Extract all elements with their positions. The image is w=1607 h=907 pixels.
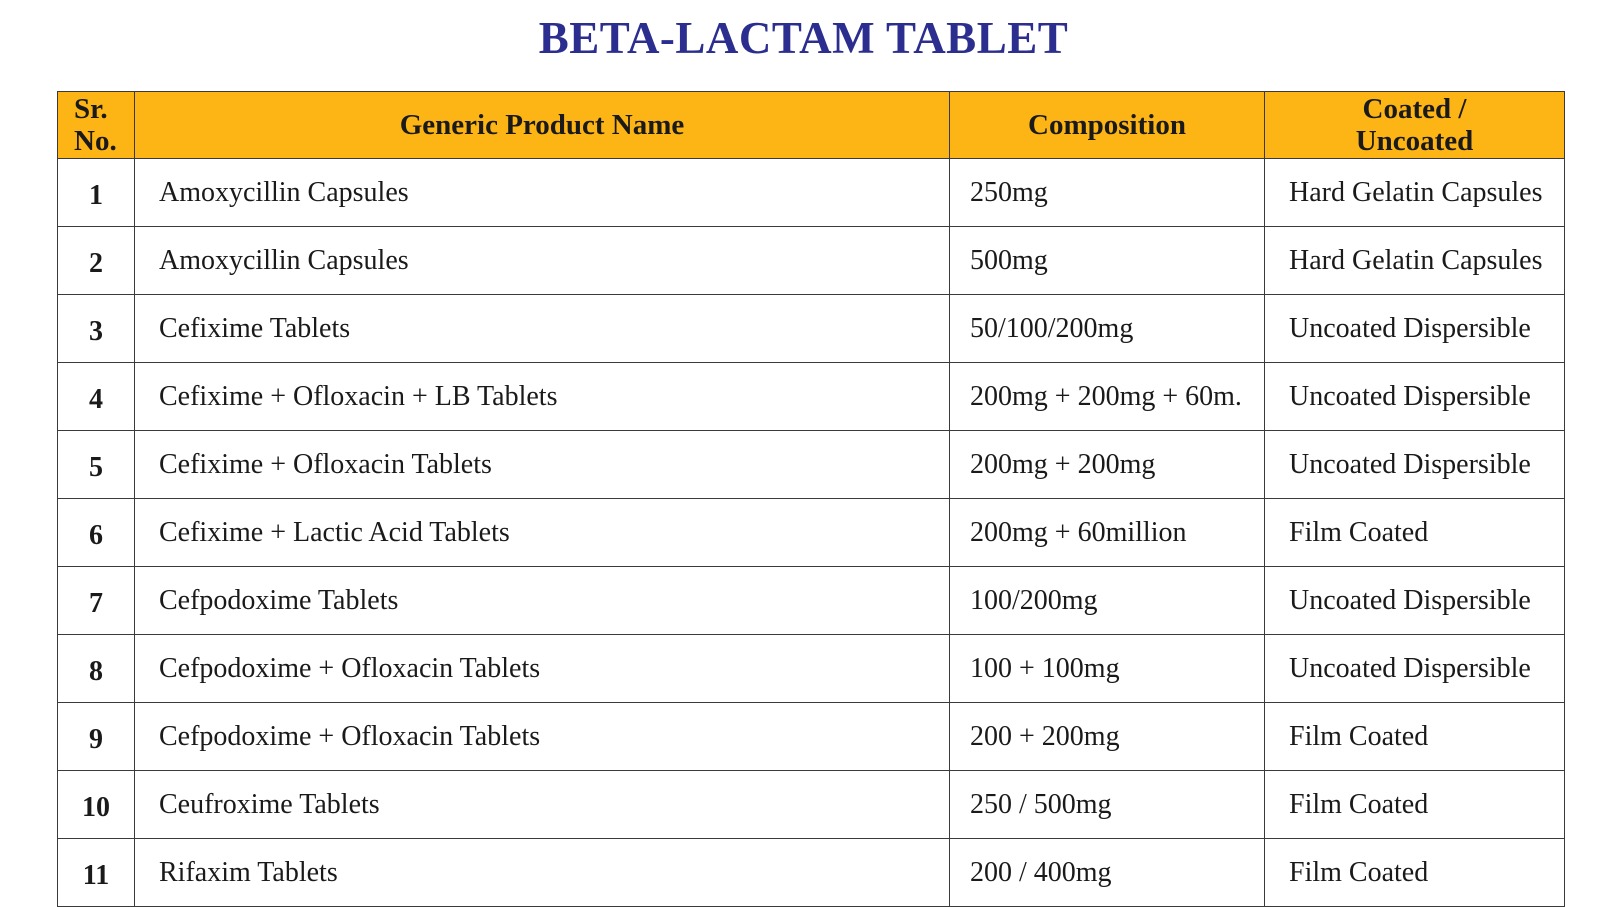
table-row xyxy=(58,635,1565,703)
sr-no-cell: 10 xyxy=(58,771,135,839)
coating-cell: Uncoated Dispersible xyxy=(1265,635,1565,703)
coating-cell: Uncoated Dispersible xyxy=(1265,363,1565,431)
composition-cell: 200mg + 60million xyxy=(950,499,1265,567)
coating-cell: Film Coated xyxy=(1265,499,1565,567)
sr-no-cell: 3 xyxy=(58,295,135,363)
header-sr-no xyxy=(58,92,135,159)
sr-no-cell: 9 xyxy=(58,703,135,771)
table-row xyxy=(58,567,1565,635)
header-product-name: Generic Product Name xyxy=(135,92,950,159)
composition-cell: 50/100/200mg xyxy=(950,295,1265,363)
coating-cell: Hard Gelatin Capsules xyxy=(1265,159,1565,227)
table-row xyxy=(58,431,1565,499)
product-name-cell: Cefpodoxime Tablets xyxy=(135,567,950,635)
composition-cell: 500mg xyxy=(950,227,1265,295)
sr-no-cell: 5 xyxy=(58,431,135,499)
sr-no-cell: 11 xyxy=(58,839,135,907)
header-coated-line2: Uncoated xyxy=(1355,125,1474,157)
product-name-cell: Rifaxim Tablets xyxy=(135,839,950,907)
product-name-cell: Cefpodoxime + Ofloxacin Tablets xyxy=(135,703,950,771)
product-name-cell: Amoxycillin Capsules xyxy=(135,227,950,295)
composition-cell: 250mg xyxy=(950,159,1265,227)
sr-no-cell: 6 xyxy=(58,499,135,567)
header-sr-line1: Sr. xyxy=(74,93,108,125)
table-row xyxy=(58,499,1565,567)
coating-cell: Uncoated Dispersible xyxy=(1265,295,1565,363)
product-name-cell: Cefixime + Ofloxacin Tablets xyxy=(135,431,950,499)
composition-cell: 100/200mg xyxy=(950,567,1265,635)
sr-no-cell: 8 xyxy=(58,635,135,703)
composition-cell: 200mg + 200mg xyxy=(950,431,1265,499)
table-header-row xyxy=(58,92,1565,159)
header-sr-line2: No. xyxy=(74,125,117,157)
sr-no-cell: 4 xyxy=(58,363,135,431)
sr-no-cell: 2 xyxy=(58,227,135,295)
composition-cell: 100 + 100mg xyxy=(950,635,1265,703)
product-table xyxy=(57,91,1565,907)
sr-no-cell: 7 xyxy=(58,567,135,635)
coating-cell: Film Coated xyxy=(1265,839,1565,907)
coating-cell: Uncoated Dispersible xyxy=(1265,567,1565,635)
table-row xyxy=(58,703,1565,771)
coating-cell: Hard Gelatin Capsules xyxy=(1265,227,1565,295)
header-composition: Composition xyxy=(950,92,1265,159)
coating-cell: Film Coated xyxy=(1265,771,1565,839)
page-title: BETA-LACTAM TABLET xyxy=(538,13,1069,63)
table-row xyxy=(58,771,1565,839)
product-name-cell: Ceufroxime Tablets xyxy=(135,771,950,839)
table-row xyxy=(58,839,1565,907)
table-row xyxy=(58,227,1565,295)
coating-cell: Film Coated xyxy=(1265,703,1565,771)
product-name-cell: Cefpodoxime + Ofloxacin Tablets xyxy=(135,635,950,703)
product-name-cell: Cefixime + Lactic Acid Tablets xyxy=(135,499,950,567)
sr-no-cell: 1 xyxy=(58,159,135,227)
composition-cell: 200 + 200mg xyxy=(950,703,1265,771)
table-row xyxy=(58,295,1565,363)
header-coated-uncoated xyxy=(1265,92,1565,159)
product-name-cell: Amoxycillin Capsules xyxy=(135,159,950,227)
composition-cell: 250 / 500mg xyxy=(950,771,1265,839)
product-name-cell: Cefixime Tablets xyxy=(135,295,950,363)
table-row xyxy=(58,159,1565,227)
product-name-cell: Cefixime + Ofloxacin + LB Tablets xyxy=(135,363,950,431)
composition-cell: 200mg + 200mg + 60m. xyxy=(950,363,1265,431)
coating-cell: Uncoated Dispersible xyxy=(1265,431,1565,499)
table-row xyxy=(58,363,1565,431)
composition-cell: 200 / 400mg xyxy=(950,839,1265,907)
header-coated-line1: Coated / xyxy=(1362,93,1467,125)
